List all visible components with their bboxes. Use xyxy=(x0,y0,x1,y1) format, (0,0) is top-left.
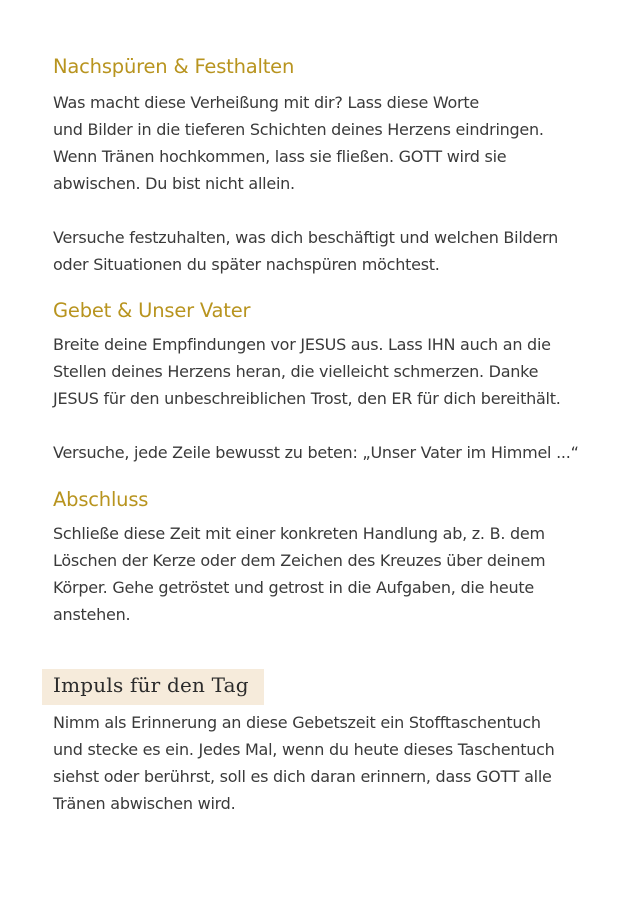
text-line: Breite deine Empfindungen vor JESUS aus. Lass IHN auch an die xyxy=(53,335,551,354)
text-line: Versuche, jede Zeile bewusst zu beten: „Unser Vater im Himmel ...“ xyxy=(53,443,579,462)
text-line: Was macht diese Verheißung mit dir? Lass diese Worte xyxy=(53,93,479,112)
section-paragraph xyxy=(53,520,545,628)
text-line: Wenn Tränen hochkommen, lass sie fließen. GOTT wird sie xyxy=(53,147,507,166)
section-paragraph xyxy=(53,89,544,197)
text-line: Körper. Gehe getröstet und getrost in die Aufgaben, die heute xyxy=(53,578,534,597)
text-line: oder Situationen du später nachspüren möchtest. xyxy=(53,255,440,274)
text-line: Nimm als Erinnerung an diese Gebetszeit ein Stofftaschentuch xyxy=(53,713,541,732)
section-paragraph xyxy=(53,331,561,412)
section-heading-gebet: Gebet & Unser Vater xyxy=(53,299,251,322)
section-heading-nachspueren: Nachspüren & Festhalten xyxy=(53,55,295,78)
impulse-title: Impuls für den Tag xyxy=(53,673,249,697)
text-line: und Bilder in die tieferen Schichten deines Herzens eindringen. xyxy=(53,120,544,139)
text-line: abwischen. Du bist nicht allein. xyxy=(53,174,295,193)
text-line: und stecke es ein. Jedes Mal, wenn du heute dieses Taschentuch xyxy=(53,740,555,759)
text-line: Löschen der Kerze oder dem Zeichen des Kreuzes über deinem xyxy=(53,551,546,570)
text-line: Tränen abwischen wird. xyxy=(53,794,236,813)
text-line: JESUS für den unbeschreiblichen Trost, den ER für dich bereithält. xyxy=(53,389,561,408)
text-line: Versuche festzuhalten, was dich beschäftigt und welchen Bildern xyxy=(53,228,558,247)
section-paragraph xyxy=(53,224,558,278)
text-line: anstehen. xyxy=(53,605,131,624)
impulse-paragraph xyxy=(53,709,555,817)
text-line: siehst oder berührst, soll es dich daran erinnern, dass GOTT alle xyxy=(53,767,552,786)
text-line: Stellen deines Herzens heran, die vielleicht schmerzen. Danke xyxy=(53,362,539,381)
section-heading-abschluss: Abschluss xyxy=(53,488,149,511)
section-paragraph xyxy=(53,439,579,466)
text-line: Schließe diese Zeit mit einer konkreten Handlung ab, z. B. dem xyxy=(53,524,545,543)
